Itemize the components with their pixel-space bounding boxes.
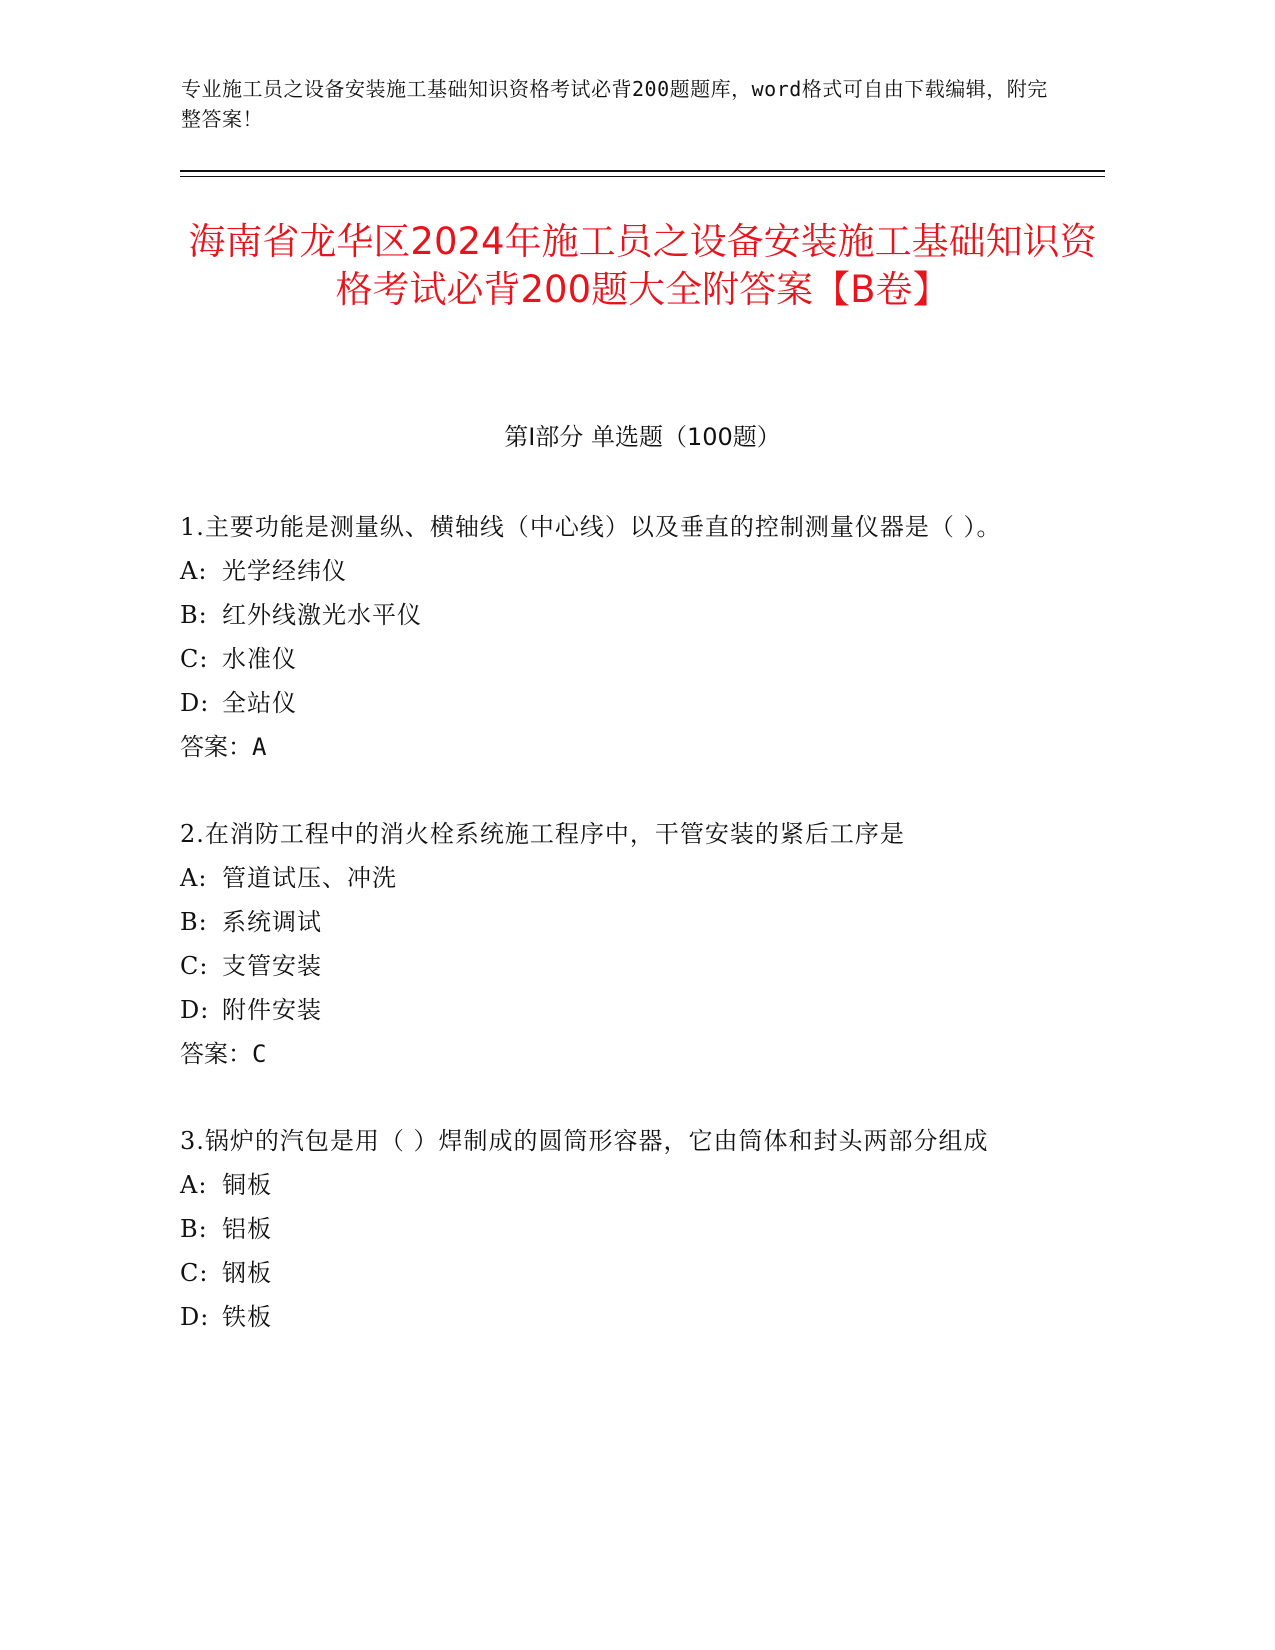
spacer xyxy=(180,769,1060,812)
option-b xyxy=(180,1207,1060,1251)
answer-line xyxy=(180,725,1060,769)
option-a xyxy=(180,549,1060,593)
question-stem: 1.主要功能是测量纵、横轴线（中心线）以及垂直的控制测量仪器是（ ）。 xyxy=(180,513,1002,541)
option-d xyxy=(180,681,1060,725)
option-letter: A: xyxy=(180,1171,208,1199)
question-item xyxy=(180,505,1060,769)
question-stem: 3.锅炉的汽包是用（ ）焊制成的圆筒形容器，它由筒体和封头两部分组成 xyxy=(180,1127,989,1155)
option-text: 附件安装 xyxy=(222,996,322,1024)
option-letter: A: xyxy=(180,864,208,892)
spacer xyxy=(180,1076,1060,1119)
option-letter: B: xyxy=(180,908,208,936)
option-c xyxy=(180,637,1060,681)
question-item xyxy=(180,812,1060,1076)
option-text: 红外线激光水平仪 xyxy=(222,601,422,629)
option-letter: B: xyxy=(180,601,208,629)
option-text: 支管安装 xyxy=(222,952,322,980)
header-note: 专业施工员之设备安装施工基础知识资格考试必背200题题库，word格式可自由下载编辑，附完整答案！ xyxy=(181,77,1048,131)
question-item xyxy=(180,1119,1060,1339)
option-d xyxy=(180,988,1060,1032)
answer-label: 答案： xyxy=(180,1040,252,1068)
option-text: 系统调试 xyxy=(222,908,322,936)
option-letter: B: xyxy=(180,1215,208,1243)
question-list xyxy=(180,505,1060,1339)
header-rule-thick xyxy=(180,170,1105,172)
option-letter: C: xyxy=(180,645,209,673)
option-a xyxy=(180,1163,1060,1207)
option-d xyxy=(180,1295,1060,1339)
option-b xyxy=(180,900,1060,944)
option-letter: C: xyxy=(180,952,209,980)
option-letter: A: xyxy=(180,557,208,585)
option-letter: C: xyxy=(180,1259,209,1287)
option-text: 铁板 xyxy=(222,1303,272,1331)
option-text: 铜板 xyxy=(222,1171,272,1199)
section-heading: 第Ⅰ部分 单选题（100题） xyxy=(504,423,781,451)
option-letter: D: xyxy=(180,996,210,1024)
header-rule-thin xyxy=(180,176,1105,177)
document-title: 海南省龙华区2024年施工员之设备安装施工基础知识资格考试必背200题大全附答案【B卷】 xyxy=(188,220,1097,311)
option-b xyxy=(180,593,1060,637)
option-text: 光学经纬仪 xyxy=(222,557,347,585)
option-a xyxy=(180,856,1060,900)
option-letter: D: xyxy=(180,689,210,717)
question-stem: 2.在消防工程中的消火栓系统施工程序中，干管安装的紧后工序是 xyxy=(180,820,905,848)
option-c xyxy=(180,1251,1060,1295)
answer-label: 答案： xyxy=(180,733,252,761)
option-c xyxy=(180,944,1060,988)
option-text: 管道试压、冲洗 xyxy=(222,864,397,892)
answer-line xyxy=(180,1032,1060,1076)
answer-value: A xyxy=(252,733,267,761)
option-text: 水准仪 xyxy=(222,645,297,673)
option-text: 铝板 xyxy=(222,1215,272,1243)
option-letter: D: xyxy=(180,1303,210,1331)
answer-value: C xyxy=(252,1040,267,1068)
option-text: 全站仪 xyxy=(222,689,297,717)
option-text: 钢板 xyxy=(222,1259,272,1287)
